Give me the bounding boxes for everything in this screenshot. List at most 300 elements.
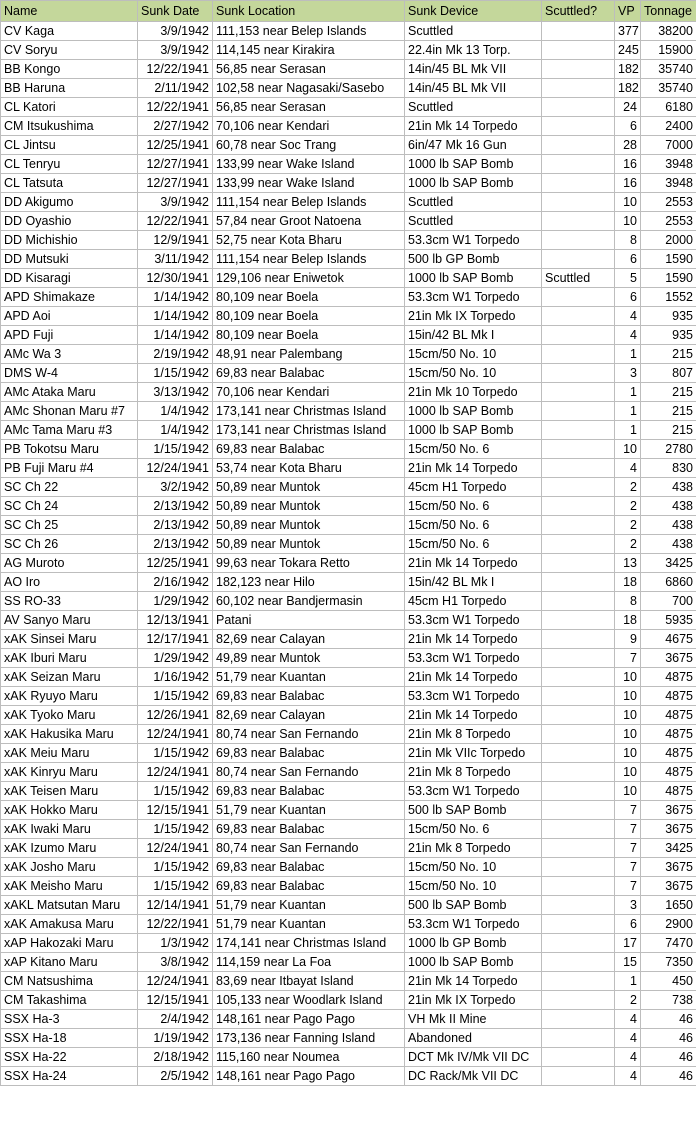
- cell-sunk-device: 500 lb SAP Bomb: [405, 896, 542, 915]
- table-row: [1, 1067, 696, 1086]
- cell-sunk-location: 56,85 near Serasan: [213, 60, 405, 79]
- cell-tonnage: 3675: [641, 858, 696, 877]
- cell-tonnage: 3675: [641, 801, 696, 820]
- cell-sunk-location: 57,84 near Groot Natoena: [213, 212, 405, 231]
- cell-sunk-location: 82,69 near Calayan: [213, 706, 405, 725]
- cell-sunk-date: 2/5/1942: [138, 1067, 213, 1086]
- table-row: [1, 440, 696, 459]
- table-row: [1, 212, 696, 231]
- table-row: [1, 934, 696, 953]
- cell-tonnage: 4875: [641, 668, 696, 687]
- table-row: [1, 744, 696, 763]
- table-row: [1, 79, 696, 98]
- cell-sunk-date: 1/15/1942: [138, 877, 213, 896]
- cell-scuttled: [542, 839, 615, 858]
- table-row: [1, 98, 696, 117]
- table-row: [1, 307, 696, 326]
- cell-vp: 10: [615, 706, 641, 725]
- cell-name: DD Oyashio: [1, 212, 138, 231]
- cell-name: AO Iro: [1, 573, 138, 592]
- cell-sunk-location: 70,106 near Kendari: [213, 383, 405, 402]
- cell-vp: 2: [615, 478, 641, 497]
- cell-scuttled: [542, 706, 615, 725]
- cell-scuttled: [542, 326, 615, 345]
- table-row: [1, 326, 696, 345]
- cell-sunk-location: 51,79 near Kuantan: [213, 801, 405, 820]
- cell-sunk-date: 1/4/1942: [138, 421, 213, 440]
- cell-tonnage: 438: [641, 497, 696, 516]
- cell-sunk-location: 80,74 near San Fernando: [213, 763, 405, 782]
- cell-tonnage: 830: [641, 459, 696, 478]
- cell-sunk-device: 500 lb SAP Bomb: [405, 801, 542, 820]
- cell-sunk-device: 14in/45 BL Mk VII: [405, 60, 542, 79]
- cell-sunk-location: 52,75 near Kota Bharu: [213, 231, 405, 250]
- table-row: [1, 288, 696, 307]
- cell-vp: 4: [615, 1010, 641, 1029]
- cell-sunk-location: 80,109 near Boela: [213, 326, 405, 345]
- cell-name: xAK Tyoko Maru: [1, 706, 138, 725]
- cell-name: PB Tokotsu Maru: [1, 440, 138, 459]
- cell-sunk-location: 56,85 near Serasan: [213, 98, 405, 117]
- cell-scuttled: [542, 440, 615, 459]
- cell-sunk-device: 15cm/50 No. 6: [405, 516, 542, 535]
- cell-sunk-device: 53.3cm W1 Torpedo: [405, 611, 542, 630]
- cell-vp: 10: [615, 668, 641, 687]
- cell-sunk-location: 102,58 near Nagasaki/Sasebo: [213, 79, 405, 98]
- cell-name: AMc Shonan Maru #7: [1, 402, 138, 421]
- cell-sunk-location: 53,74 near Kota Bharu: [213, 459, 405, 478]
- cell-scuttled: [542, 763, 615, 782]
- cell-scuttled: [542, 820, 615, 839]
- cell-scuttled: [542, 1010, 615, 1029]
- table-row: [1, 630, 696, 649]
- cell-sunk-location: 115,160 near Noumea: [213, 1048, 405, 1067]
- cell-name: xAK Meiu Maru: [1, 744, 138, 763]
- cell-name: SSX Ha-3: [1, 1010, 138, 1029]
- header-tonnage: Tonnage: [641, 1, 696, 22]
- cell-vp: 5: [615, 269, 641, 288]
- cell-sunk-location: 48,91 near Palembang: [213, 345, 405, 364]
- cell-name: CL Katori: [1, 98, 138, 117]
- cell-sunk-date: 3/9/1942: [138, 41, 213, 60]
- cell-vp: 8: [615, 231, 641, 250]
- cell-sunk-date: 1/29/1942: [138, 649, 213, 668]
- cell-sunk-location: 80,109 near Boela: [213, 288, 405, 307]
- cell-vp: 24: [615, 98, 641, 117]
- cell-sunk-device: 45cm H1 Torpedo: [405, 478, 542, 497]
- cell-tonnage: 438: [641, 535, 696, 554]
- table-row: [1, 345, 696, 364]
- table-row: [1, 1010, 696, 1029]
- cell-sunk-location: Patani: [213, 611, 405, 630]
- cell-sunk-location: 111,154 near Belep Islands: [213, 193, 405, 212]
- cell-sunk-date: 2/27/1942: [138, 117, 213, 136]
- cell-sunk-device: DC Rack/Mk VII DC: [405, 1067, 542, 1086]
- cell-sunk-location: 182,123 near Hilo: [213, 573, 405, 592]
- cell-sunk-date: 1/14/1942: [138, 288, 213, 307]
- header-name: Name: [1, 1, 138, 22]
- cell-name: CL Tenryu: [1, 155, 138, 174]
- cell-scuttled: Scuttled: [542, 269, 615, 288]
- cell-sunk-device: 15cm/50 No. 6: [405, 440, 542, 459]
- cell-vp: 1: [615, 383, 641, 402]
- cell-vp: 4: [615, 459, 641, 478]
- cell-name: xAK Meisho Maru: [1, 877, 138, 896]
- cell-vp: 6: [615, 915, 641, 934]
- cell-sunk-location: 148,161 near Pago Pago: [213, 1010, 405, 1029]
- cell-sunk-location: 99,63 near Tokara Retto: [213, 554, 405, 573]
- cell-tonnage: 4875: [641, 744, 696, 763]
- cell-tonnage: 1552: [641, 288, 696, 307]
- table-row: [1, 516, 696, 535]
- cell-scuttled: [542, 630, 615, 649]
- cell-name: SC Ch 24: [1, 497, 138, 516]
- cell-name: SC Ch 25: [1, 516, 138, 535]
- table-row: [1, 497, 696, 516]
- cell-vp: 7: [615, 858, 641, 877]
- cell-sunk-date: 2/13/1942: [138, 516, 213, 535]
- cell-tonnage: 5935: [641, 611, 696, 630]
- cell-name: DD Kisaragi: [1, 269, 138, 288]
- cell-tonnage: 7350: [641, 953, 696, 972]
- header-sunk-date: Sunk Date: [138, 1, 213, 22]
- cell-name: DD Akigumo: [1, 193, 138, 212]
- cell-sunk-device: Scuttled: [405, 212, 542, 231]
- cell-sunk-device: 1000 lb SAP Bomb: [405, 155, 542, 174]
- cell-sunk-date: 12/26/1941: [138, 706, 213, 725]
- cell-sunk-location: 60,102 near Bandjermasin: [213, 592, 405, 611]
- cell-sunk-date: 12/24/1941: [138, 725, 213, 744]
- cell-sunk-date: 12/27/1941: [138, 155, 213, 174]
- table-row: [1, 725, 696, 744]
- cell-scuttled: [542, 364, 615, 383]
- cell-sunk-location: 114,145 near Kirakira: [213, 41, 405, 60]
- cell-tonnage: 3425: [641, 839, 696, 858]
- cell-sunk-date: 2/19/1942: [138, 345, 213, 364]
- table-row: [1, 41, 696, 60]
- cell-sunk-date: 1/15/1942: [138, 820, 213, 839]
- cell-vp: 2: [615, 535, 641, 554]
- table-row: [1, 459, 696, 478]
- cell-sunk-location: 60,78 near Soc Trang: [213, 136, 405, 155]
- cell-scuttled: [542, 516, 615, 535]
- cell-sunk-date: 2/4/1942: [138, 1010, 213, 1029]
- cell-sunk-device: 1000 lb SAP Bomb: [405, 953, 542, 972]
- cell-sunk-date: 1/29/1942: [138, 592, 213, 611]
- cell-tonnage: 3948: [641, 174, 696, 193]
- cell-tonnage: 4875: [641, 687, 696, 706]
- cell-sunk-date: 2/13/1942: [138, 497, 213, 516]
- cell-sunk-date: 12/24/1941: [138, 839, 213, 858]
- cell-sunk-location: 173,141 near Christmas Island: [213, 402, 405, 421]
- cell-tonnage: 3675: [641, 820, 696, 839]
- cell-scuttled: [542, 1048, 615, 1067]
- table-row: [1, 364, 696, 383]
- cell-sunk-device: 1000 lb SAP Bomb: [405, 402, 542, 421]
- cell-vp: 245: [615, 41, 641, 60]
- cell-sunk-device: 15in/42 BL Mk I: [405, 573, 542, 592]
- cell-scuttled: [542, 896, 615, 915]
- cell-name: AG Muroto: [1, 554, 138, 573]
- cell-tonnage: 738: [641, 991, 696, 1010]
- cell-sunk-date: 12/24/1941: [138, 763, 213, 782]
- cell-tonnage: 4875: [641, 706, 696, 725]
- cell-sunk-date: 12/22/1941: [138, 212, 213, 231]
- cell-sunk-location: 174,141 near Christmas Island: [213, 934, 405, 953]
- cell-vp: 10: [615, 763, 641, 782]
- cell-scuttled: [542, 725, 615, 744]
- cell-sunk-location: 114,159 near La Foa: [213, 953, 405, 972]
- table-row: [1, 649, 696, 668]
- cell-name: xAP Hakozaki Maru: [1, 934, 138, 953]
- cell-tonnage: 3425: [641, 554, 696, 573]
- table-row: [1, 383, 696, 402]
- cell-sunk-device: 21in Mk IX Torpedo: [405, 307, 542, 326]
- cell-name: SSX Ha-22: [1, 1048, 138, 1067]
- table-row: [1, 801, 696, 820]
- cell-scuttled: [542, 60, 615, 79]
- cell-tonnage: 935: [641, 326, 696, 345]
- cell-sunk-date: 1/15/1942: [138, 687, 213, 706]
- cell-tonnage: 2780: [641, 440, 696, 459]
- cell-sunk-date: 12/27/1941: [138, 174, 213, 193]
- cell-sunk-device: Abandoned: [405, 1029, 542, 1048]
- cell-sunk-date: 12/25/1941: [138, 554, 213, 573]
- cell-sunk-location: 80,74 near San Fernando: [213, 725, 405, 744]
- cell-vp: 4: [615, 1048, 641, 1067]
- cell-name: DD Mutsuki: [1, 250, 138, 269]
- cell-tonnage: 4875: [641, 763, 696, 782]
- cell-name: xAKL Matsutan Maru: [1, 896, 138, 915]
- cell-vp: 13: [615, 554, 641, 573]
- table-row: [1, 611, 696, 630]
- cell-vp: 10: [615, 440, 641, 459]
- cell-scuttled: [542, 668, 615, 687]
- cell-vp: 10: [615, 782, 641, 801]
- cell-tonnage: 38200: [641, 22, 696, 41]
- cell-name: xAK Izumo Maru: [1, 839, 138, 858]
- cell-scuttled: [542, 554, 615, 573]
- cell-scuttled: [542, 41, 615, 60]
- cell-scuttled: [542, 801, 615, 820]
- cell-vp: 16: [615, 174, 641, 193]
- cell-tonnage: 46: [641, 1010, 696, 1029]
- cell-tonnage: 7000: [641, 136, 696, 155]
- cell-sunk-device: 22.4in Mk 13 Torp.: [405, 41, 542, 60]
- cell-vp: 3: [615, 896, 641, 915]
- cell-tonnage: 807: [641, 364, 696, 383]
- cell-scuttled: [542, 782, 615, 801]
- cell-name: xAK Sinsei Maru: [1, 630, 138, 649]
- cell-vp: 2: [615, 516, 641, 535]
- cell-scuttled: [542, 174, 615, 193]
- cell-scuttled: [542, 117, 615, 136]
- cell-sunk-date: 3/8/1942: [138, 953, 213, 972]
- table-row: [1, 478, 696, 497]
- cell-scuttled: [542, 687, 615, 706]
- table-row: [1, 991, 696, 1010]
- cell-vp: 4: [615, 307, 641, 326]
- cell-sunk-date: 12/15/1941: [138, 801, 213, 820]
- cell-scuttled: [542, 155, 615, 174]
- cell-sunk-location: 70,106 near Kendari: [213, 117, 405, 136]
- cell-vp: 4: [615, 1029, 641, 1048]
- cell-sunk-device: 53.3cm W1 Torpedo: [405, 687, 542, 706]
- cell-sunk-date: 3/9/1942: [138, 22, 213, 41]
- cell-scuttled: [542, 934, 615, 953]
- table-row: [1, 60, 696, 79]
- cell-sunk-device: 21in Mk 8 Torpedo: [405, 763, 542, 782]
- table-row: [1, 117, 696, 136]
- cell-sunk-date: 1/15/1942: [138, 782, 213, 801]
- cell-sunk-device: 53.3cm W1 Torpedo: [405, 782, 542, 801]
- table-row: [1, 22, 696, 41]
- cell-sunk-device: Scuttled: [405, 22, 542, 41]
- cell-scuttled: [542, 535, 615, 554]
- cell-name: CL Tatsuta: [1, 174, 138, 193]
- table-row: [1, 554, 696, 573]
- cell-sunk-location: 69,83 near Balabac: [213, 440, 405, 459]
- cell-scuttled: [542, 991, 615, 1010]
- cell-scuttled: [542, 478, 615, 497]
- cell-sunk-location: 173,136 near Fanning Island: [213, 1029, 405, 1048]
- table-row: [1, 668, 696, 687]
- cell-vp: 2: [615, 497, 641, 516]
- table-row: [1, 421, 696, 440]
- header-row: [1, 1, 696, 22]
- cell-sunk-device: VH Mk II Mine: [405, 1010, 542, 1029]
- cell-name: xAK Iwaki Maru: [1, 820, 138, 839]
- cell-scuttled: [542, 459, 615, 478]
- cell-tonnage: 215: [641, 345, 696, 364]
- cell-name: CM Takashima: [1, 991, 138, 1010]
- cell-name: PB Fuji Maru #4: [1, 459, 138, 478]
- cell-vp: 10: [615, 744, 641, 763]
- cell-sunk-device: 21in Mk 14 Torpedo: [405, 972, 542, 991]
- table-row: [1, 858, 696, 877]
- cell-sunk-device: 21in Mk 10 Torpedo: [405, 383, 542, 402]
- table-body: [1, 22, 696, 1086]
- cell-sunk-location: 133,99 near Wake Island: [213, 155, 405, 174]
- cell-sunk-date: 12/25/1941: [138, 136, 213, 155]
- cell-sunk-device: 53.3cm W1 Torpedo: [405, 231, 542, 250]
- cell-scuttled: [542, 288, 615, 307]
- cell-vp: 3: [615, 364, 641, 383]
- cell-vp: 10: [615, 193, 641, 212]
- cell-sunk-device: 15cm/50 No. 6: [405, 535, 542, 554]
- cell-sunk-date: 12/22/1941: [138, 60, 213, 79]
- cell-sunk-location: 50,89 near Muntok: [213, 535, 405, 554]
- cell-sunk-device: Scuttled: [405, 98, 542, 117]
- cell-scuttled: [542, 193, 615, 212]
- cell-vp: 377: [615, 22, 641, 41]
- header-scuttled: Scuttled?: [542, 1, 615, 22]
- cell-sunk-device: 15cm/50 No. 10: [405, 345, 542, 364]
- cell-sunk-date: 12/9/1941: [138, 231, 213, 250]
- cell-name: xAK Hakusika Maru: [1, 725, 138, 744]
- table-row: [1, 763, 696, 782]
- cell-scuttled: [542, 98, 615, 117]
- cell-sunk-device: 14in/45 BL Mk VII: [405, 79, 542, 98]
- cell-name: xAP Kitano Maru: [1, 953, 138, 972]
- table-row: [1, 896, 696, 915]
- cell-sunk-date: 1/15/1942: [138, 744, 213, 763]
- cell-sunk-device: 6in/47 Mk 16 Gun: [405, 136, 542, 155]
- cell-scuttled: [542, 972, 615, 991]
- cell-vp: 10: [615, 725, 641, 744]
- cell-sunk-device: 21in Mk 8 Torpedo: [405, 839, 542, 858]
- cell-sunk-date: 3/9/1942: [138, 193, 213, 212]
- table-row: [1, 687, 696, 706]
- cell-sunk-location: 83,69 near Itbayat Island: [213, 972, 405, 991]
- cell-sunk-device: 15cm/50 No. 6: [405, 497, 542, 516]
- cell-name: AMc Ataka Maru: [1, 383, 138, 402]
- cell-tonnage: 215: [641, 383, 696, 402]
- cell-sunk-location: 51,79 near Kuantan: [213, 668, 405, 687]
- cell-vp: 17: [615, 934, 641, 953]
- cell-sunk-date: 2/13/1942: [138, 535, 213, 554]
- cell-tonnage: 3675: [641, 649, 696, 668]
- cell-sunk-location: 69,83 near Balabac: [213, 744, 405, 763]
- cell-vp: 7: [615, 839, 641, 858]
- cell-vp: 10: [615, 212, 641, 231]
- cell-tonnage: 6180: [641, 98, 696, 117]
- cell-sunk-date: 1/16/1942: [138, 668, 213, 687]
- table-row: [1, 269, 696, 288]
- cell-sunk-date: 2/18/1942: [138, 1048, 213, 1067]
- cell-name: xAK Amakusa Maru: [1, 915, 138, 934]
- cell-sunk-device: 21in Mk IX Torpedo: [405, 991, 542, 1010]
- cell-vp: 7: [615, 801, 641, 820]
- cell-sunk-date: 1/15/1942: [138, 858, 213, 877]
- cell-sunk-location: 69,83 near Balabac: [213, 820, 405, 839]
- cell-vp: 7: [615, 877, 641, 896]
- cell-sunk-location: 111,153 near Belep Islands: [213, 22, 405, 41]
- cell-tonnage: 935: [641, 307, 696, 326]
- cell-sunk-location: 69,83 near Balabac: [213, 877, 405, 896]
- cell-sunk-device: 53.3cm W1 Torpedo: [405, 915, 542, 934]
- cell-tonnage: 438: [641, 478, 696, 497]
- table-row: [1, 877, 696, 896]
- cell-scuttled: [542, 573, 615, 592]
- table-row: [1, 706, 696, 725]
- cell-sunk-date: 12/14/1941: [138, 896, 213, 915]
- table-row: [1, 1029, 696, 1048]
- cell-name: CM Itsukushima: [1, 117, 138, 136]
- cell-sunk-location: 148,161 near Pago Pago: [213, 1067, 405, 1086]
- cell-vp: 182: [615, 79, 641, 98]
- cell-name: xAK Ryuyo Maru: [1, 687, 138, 706]
- table-row: [1, 953, 696, 972]
- table-row: [1, 782, 696, 801]
- cell-tonnage: 1650: [641, 896, 696, 915]
- cell-sunk-date: 2/11/1942: [138, 79, 213, 98]
- cell-sunk-location: 80,109 near Boela: [213, 307, 405, 326]
- cell-sunk-location: 69,83 near Balabac: [213, 782, 405, 801]
- cell-tonnage: 215: [641, 421, 696, 440]
- cell-name: SS RO-33: [1, 592, 138, 611]
- cell-tonnage: 700: [641, 592, 696, 611]
- cell-scuttled: [542, 611, 615, 630]
- cell-sunk-device: 21in Mk 14 Torpedo: [405, 459, 542, 478]
- cell-sunk-device: 21in Mk 14 Torpedo: [405, 706, 542, 725]
- cell-sunk-date: 2/16/1942: [138, 573, 213, 592]
- cell-name: AV Sanyo Maru: [1, 611, 138, 630]
- cell-sunk-device: DCT Mk IV/Mk VII DC: [405, 1048, 542, 1067]
- cell-sunk-device: 15cm/50 No. 6: [405, 820, 542, 839]
- cell-sunk-date: 12/22/1941: [138, 98, 213, 117]
- cell-sunk-date: 1/15/1942: [138, 364, 213, 383]
